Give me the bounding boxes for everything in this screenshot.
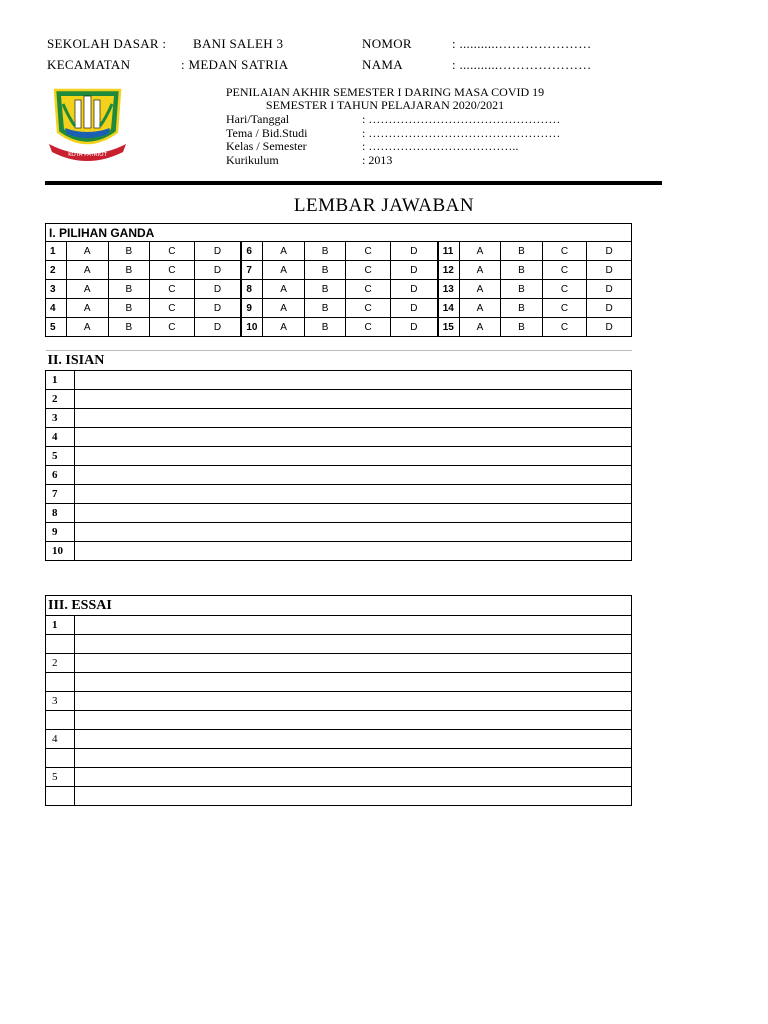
short-answer-row bbox=[46, 390, 632, 409]
mc-option-a[interactable]: A bbox=[263, 280, 305, 299]
essay-row bbox=[46, 711, 632, 730]
mc-option-a[interactable]: A bbox=[263, 242, 305, 261]
essay-answer-field[interactable] bbox=[75, 730, 632, 749]
short-answer-field[interactable] bbox=[75, 390, 632, 409]
essay-answer-field[interactable] bbox=[75, 616, 632, 635]
mc-row bbox=[46, 280, 632, 299]
essay-number: 5 bbox=[46, 768, 75, 787]
mc-option-c[interactable]: C bbox=[150, 299, 195, 318]
field-label-curriculum: Kurikulum bbox=[226, 153, 279, 167]
short-answer-row bbox=[46, 428, 632, 447]
mc-question-number: 12 bbox=[438, 261, 460, 280]
mc-option-a[interactable]: A bbox=[459, 299, 501, 318]
mc-question-number: 4 bbox=[46, 299, 67, 318]
essay-answer-field[interactable] bbox=[75, 635, 632, 654]
mc-question-number: 6 bbox=[241, 242, 263, 261]
essay-answer-field[interactable] bbox=[75, 654, 632, 673]
nama-value: : ...........………………… bbox=[452, 57, 592, 72]
district-label: KECAMATAN bbox=[47, 57, 131, 72]
mc-option-b[interactable]: B bbox=[501, 299, 543, 318]
short-answer-field[interactable] bbox=[75, 542, 632, 561]
mc-question-number: 5 bbox=[46, 318, 67, 337]
mc-question-number: 8 bbox=[241, 280, 263, 299]
mc-question-number: 9 bbox=[241, 299, 263, 318]
mc-option-b[interactable]: B bbox=[108, 299, 150, 318]
essay-row bbox=[46, 787, 632, 806]
short-answer-number: 8 bbox=[46, 504, 75, 523]
mc-option-d[interactable]: D bbox=[194, 318, 241, 337]
mc-option-d[interactable]: D bbox=[194, 261, 241, 280]
essay-number: 4 bbox=[46, 730, 75, 749]
mc-option-b[interactable]: B bbox=[108, 280, 150, 299]
short-answer-number: 3 bbox=[46, 409, 75, 428]
essay-table bbox=[45, 595, 632, 806]
field-label-date: Hari/Tanggal bbox=[226, 112, 290, 126]
short-answer-field[interactable] bbox=[75, 504, 632, 523]
short-answer-row bbox=[46, 409, 632, 428]
mc-option-a[interactable]: A bbox=[263, 261, 305, 280]
short-answer-row bbox=[46, 371, 632, 390]
essay-row bbox=[46, 692, 632, 711]
mc-option-b[interactable]: B bbox=[108, 242, 150, 261]
multiple-choice-heading: I. PILIHAN GANDA bbox=[46, 224, 632, 242]
mc-question-number: 10 bbox=[241, 318, 263, 337]
short-answer-number: 1 bbox=[46, 371, 75, 390]
mc-option-a[interactable]: A bbox=[67, 280, 109, 299]
nomor-value: : ...........………………… bbox=[452, 36, 592, 51]
essay-number bbox=[46, 749, 75, 768]
essay-answer-field[interactable] bbox=[75, 749, 632, 768]
essay-row bbox=[46, 768, 632, 787]
essay-number: 2 bbox=[46, 654, 75, 673]
mc-option-d[interactable]: D bbox=[390, 299, 437, 318]
short-answer-number: 6 bbox=[46, 466, 75, 485]
mc-option-c[interactable]: C bbox=[346, 261, 391, 280]
essay-answer-field[interactable] bbox=[75, 692, 632, 711]
mc-row bbox=[46, 299, 632, 318]
mc-option-b[interactable]: B bbox=[108, 261, 150, 280]
essay-number bbox=[46, 673, 75, 692]
mc-option-b[interactable]: B bbox=[304, 299, 346, 318]
short-answer-field[interactable] bbox=[75, 409, 632, 428]
mc-option-d[interactable]: D bbox=[390, 242, 437, 261]
short-answer-row bbox=[46, 466, 632, 485]
mc-option-a[interactable]: A bbox=[459, 318, 501, 337]
short-answer-field[interactable] bbox=[75, 523, 632, 542]
mc-question-number: 11 bbox=[438, 242, 460, 261]
short-answer-number: 7 bbox=[46, 485, 75, 504]
short-answer-row bbox=[46, 447, 632, 466]
mc-option-a[interactable]: A bbox=[67, 299, 109, 318]
mc-option-d[interactable]: D bbox=[587, 299, 632, 318]
mc-option-d[interactable]: D bbox=[587, 280, 632, 299]
essay-answer-field[interactable] bbox=[75, 673, 632, 692]
mc-option-c[interactable]: C bbox=[346, 280, 391, 299]
essay-row bbox=[46, 730, 632, 749]
mc-option-c[interactable]: C bbox=[150, 318, 195, 337]
mc-question-number: 15 bbox=[438, 318, 460, 337]
mc-question-number: 2 bbox=[46, 261, 67, 280]
exam-title-line1: PENILAIAN AKHIR SEMESTER I DARING MASA COVID 19 bbox=[225, 85, 545, 99]
mc-option-d[interactable]: D bbox=[587, 242, 632, 261]
mc-option-a[interactable]: A bbox=[263, 318, 305, 337]
essay-number: 1 bbox=[46, 616, 75, 635]
mc-option-d[interactable]: D bbox=[194, 299, 241, 318]
city-emblem-logo bbox=[45, 84, 130, 164]
mc-option-d[interactable]: D bbox=[587, 261, 632, 280]
mc-option-c[interactable]: C bbox=[346, 242, 391, 261]
short-answer-field[interactable] bbox=[75, 447, 632, 466]
essay-row bbox=[46, 654, 632, 673]
mc-option-d[interactable]: D bbox=[194, 242, 241, 261]
field-value-curriculum: : 2013 bbox=[362, 153, 393, 167]
mc-option-a[interactable]: A bbox=[67, 242, 109, 261]
short-answer-table bbox=[45, 350, 632, 561]
mc-question-number: 13 bbox=[438, 280, 460, 299]
mc-row bbox=[46, 261, 632, 280]
school-label: SEKOLAH DASAR : bbox=[47, 36, 167, 51]
mc-option-c[interactable]: C bbox=[542, 318, 587, 337]
mc-option-b[interactable]: B bbox=[304, 280, 346, 299]
mc-option-c[interactable]: C bbox=[346, 318, 391, 337]
essay-number bbox=[46, 787, 75, 806]
essay-number bbox=[46, 635, 75, 654]
field-value-class: : ……………………………….. bbox=[362, 139, 519, 153]
essay-number bbox=[46, 711, 75, 730]
mc-option-a[interactable]: A bbox=[263, 299, 305, 318]
mc-question-number: 14 bbox=[438, 299, 460, 318]
mc-option-a[interactable]: A bbox=[67, 261, 109, 280]
multiple-choice-table bbox=[45, 223, 632, 337]
mc-option-b[interactable]: B bbox=[304, 318, 346, 337]
essay-row bbox=[46, 673, 632, 692]
mc-option-b[interactable]: B bbox=[501, 280, 543, 299]
field-label-subject: Tema / Bid.Studi bbox=[226, 126, 308, 140]
short-answer-field[interactable] bbox=[75, 428, 632, 447]
field-value-subject: : ………………………………………… bbox=[362, 126, 561, 140]
mc-option-b[interactable]: B bbox=[501, 242, 543, 261]
mc-option-a[interactable]: A bbox=[67, 318, 109, 337]
mc-option-a[interactable]: A bbox=[459, 242, 501, 261]
mc-option-a[interactable]: A bbox=[459, 261, 501, 280]
essay-answer-field[interactable] bbox=[75, 711, 632, 730]
mc-option-d[interactable]: D bbox=[587, 318, 632, 337]
mc-row bbox=[46, 242, 632, 261]
mc-option-c[interactable]: C bbox=[346, 299, 391, 318]
short-answer-number: 10 bbox=[46, 542, 75, 561]
mc-option-b[interactable]: B bbox=[108, 318, 150, 337]
essay-answer-field[interactable] bbox=[75, 787, 632, 806]
essay-row bbox=[46, 616, 632, 635]
short-answer-number: 5 bbox=[46, 447, 75, 466]
mc-option-b[interactable]: B bbox=[304, 242, 346, 261]
page-title: LEMBAR JAWABAN bbox=[293, 195, 475, 216]
exam-title-line2: SEMESTER I TAHUN PELAJARAN 2020/2021 bbox=[265, 98, 505, 112]
short-answer-field[interactable] bbox=[75, 485, 632, 504]
mc-option-a[interactable]: A bbox=[459, 280, 501, 299]
logo-ribbon-text: KOTA PATRIOT bbox=[68, 152, 107, 158]
mc-option-c[interactable]: C bbox=[150, 261, 195, 280]
essay-row bbox=[46, 749, 632, 768]
mc-option-d[interactable]: D bbox=[390, 261, 437, 280]
mc-option-b[interactable]: B bbox=[501, 261, 543, 280]
short-answer-number: 2 bbox=[46, 390, 75, 409]
nama-label: NAMA bbox=[362, 57, 403, 72]
mc-option-b[interactable]: B bbox=[501, 318, 543, 337]
mc-option-c[interactable]: C bbox=[542, 261, 587, 280]
short-answer-number: 4 bbox=[46, 428, 75, 447]
header-divider bbox=[45, 181, 662, 185]
mc-option-b[interactable]: B bbox=[304, 261, 346, 280]
mc-option-c[interactable]: C bbox=[150, 280, 195, 299]
short-answer-row bbox=[46, 485, 632, 504]
short-answer-row bbox=[46, 542, 632, 561]
mc-question-number: 1 bbox=[46, 242, 67, 261]
mc-option-c[interactable]: C bbox=[150, 242, 195, 261]
short-answer-heading: II. ISIAN bbox=[46, 351, 632, 371]
short-answer-field[interactable] bbox=[75, 466, 632, 485]
essay-answer-field[interactable] bbox=[75, 768, 632, 787]
essay-heading: III. ESSAI bbox=[46, 596, 632, 616]
mc-question-number: 7 bbox=[241, 261, 263, 280]
nomor-label: NOMOR bbox=[362, 36, 412, 51]
school-value: BANI SALEH 3 bbox=[193, 36, 284, 51]
mc-option-c[interactable]: C bbox=[542, 280, 587, 299]
essay-row bbox=[46, 635, 632, 654]
mc-option-d[interactable]: D bbox=[390, 318, 437, 337]
short-answer-field[interactable] bbox=[75, 371, 632, 390]
short-answer-number: 9 bbox=[46, 523, 75, 542]
district-value: : MEDAN SATRIA bbox=[181, 57, 289, 72]
field-value-date: : ………………………………………… bbox=[362, 112, 561, 126]
mc-question-number: 3 bbox=[46, 280, 67, 299]
field-label-class: Kelas / Semester bbox=[226, 139, 307, 153]
mc-option-d[interactable]: D bbox=[194, 280, 241, 299]
mc-row bbox=[46, 318, 632, 337]
mc-option-c[interactable]: C bbox=[542, 242, 587, 261]
short-answer-row bbox=[46, 523, 632, 542]
essay-number: 3 bbox=[46, 692, 75, 711]
mc-option-c[interactable]: C bbox=[542, 299, 587, 318]
mc-option-d[interactable]: D bbox=[390, 280, 437, 299]
short-answer-row bbox=[46, 504, 632, 523]
